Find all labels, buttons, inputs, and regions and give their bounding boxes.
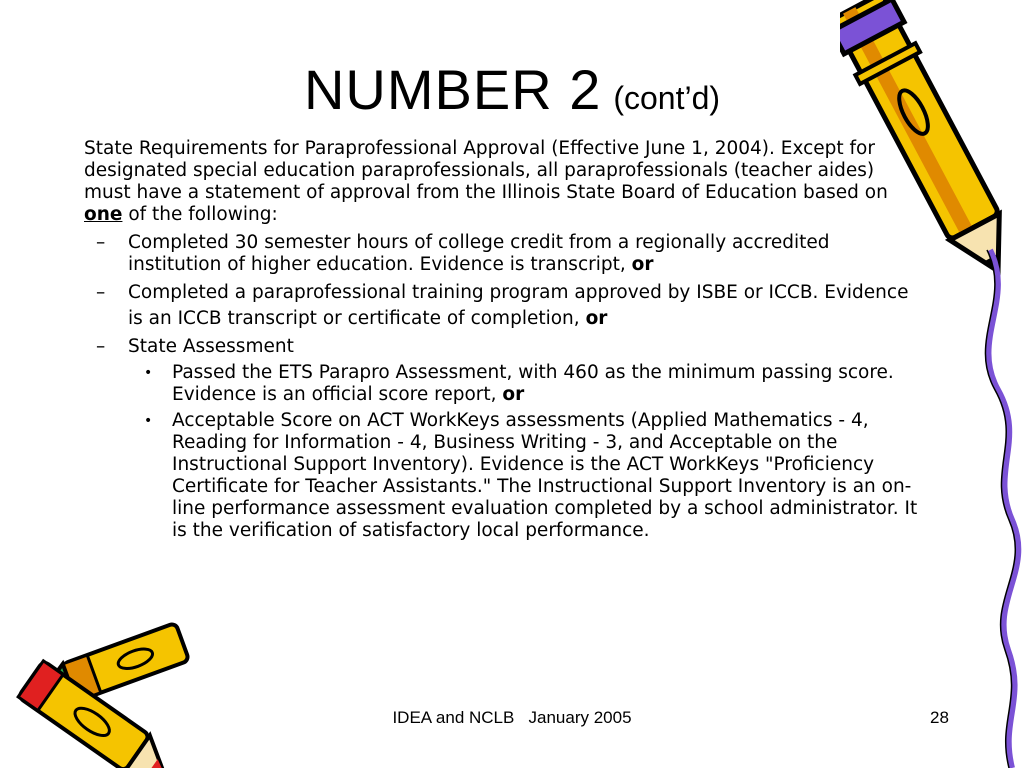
item-bold: or xyxy=(631,254,654,275)
slide-body xyxy=(84,138,924,546)
subitem-text: Passed the ETS Parapro Assessment, with 460 as the minimum passing score. Evidence is an official score report, xyxy=(172,362,894,405)
subitem-bold: or xyxy=(502,384,525,405)
footer-text: IDEA and NCLB January 2005 xyxy=(392,708,632,727)
list-item xyxy=(84,336,924,358)
list-item xyxy=(84,280,924,332)
title-sub: (cont’d) xyxy=(613,80,721,116)
intro-text: State Requirements for Paraprofessional Approval (Effective June 1, 2004). Except for designated special education paraprofessionals, all paraprofessionals (teacher aides) must have a statement of approval from the Illinois State Board of Education based on xyxy=(84,138,888,203)
sub-list-item xyxy=(84,362,924,406)
item-text: Completed a paraprofessional training program approved by ISBE or ICCB. Evidence is an ICCB transcript or certificate of completion, xyxy=(128,282,909,329)
intro-emphasis: one xyxy=(84,204,123,225)
item-text: State Assessment xyxy=(128,336,294,357)
dash-bullet: – xyxy=(96,232,106,253)
slide-title xyxy=(0,58,1024,121)
intro-paragraph xyxy=(84,138,924,226)
intro-after: of the following: xyxy=(128,204,278,225)
dot-bullet: • xyxy=(144,413,153,429)
subitem-text: Acceptable Score on ACT WorkKeys assessments (Applied Mathematics - 4, Reading for Information - 4, Business Writing - 3, and Acceptable on the Instructional Support Inventory). Evidence is the ACT WorkKeys "Proficiency Certificate for Teacher Assistants." The Instructional Support Inventory is an on-line performance assessment evaluation completed by a school administrator. It is the verification of satisfactory local performance. xyxy=(172,410,918,541)
sub-list-item xyxy=(84,410,924,542)
item-bold: or xyxy=(585,308,608,329)
title-main: NUMBER 2 xyxy=(303,58,602,121)
dash-bullet: – xyxy=(96,336,106,357)
dash-bullet: – xyxy=(96,282,106,303)
list-item xyxy=(84,232,924,276)
dot-bullet: • xyxy=(144,365,153,381)
page-number: 28 xyxy=(930,708,949,727)
crayons-icon xyxy=(0,615,220,768)
item-text: Completed 30 semester hours of college credit from a regionally accredited institution of higher education. Evidence is transcript, xyxy=(128,232,830,275)
